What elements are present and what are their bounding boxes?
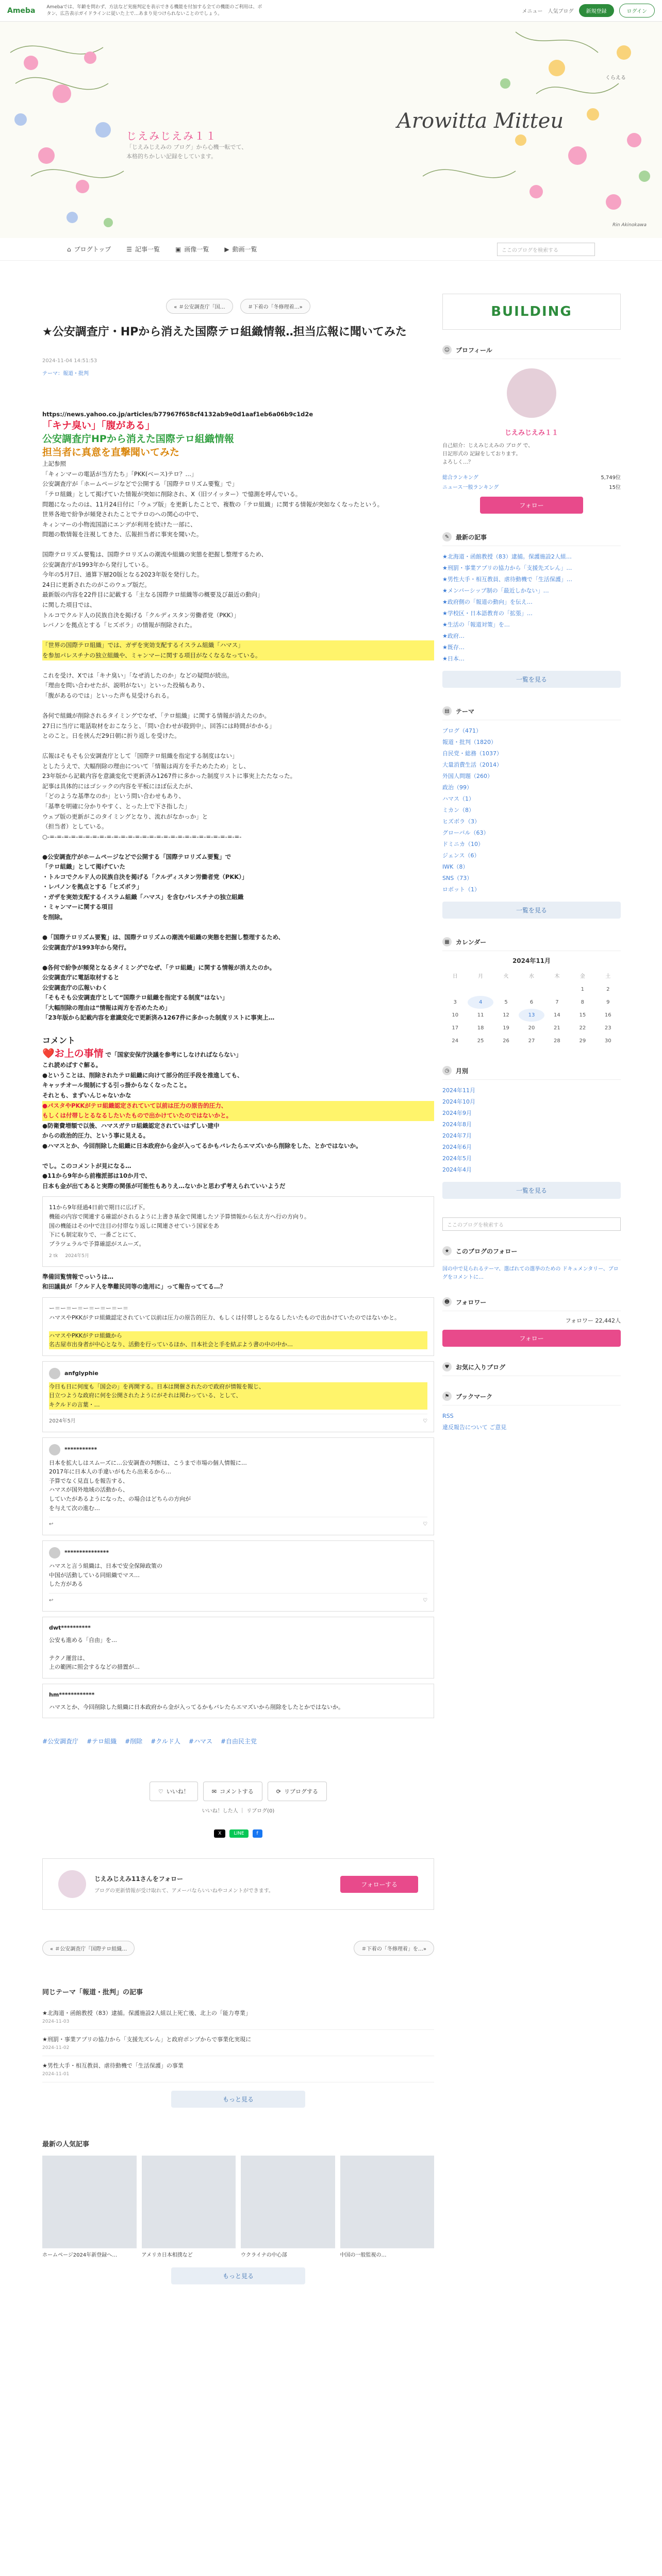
theme-link[interactable]: SNS（73）: [442, 875, 473, 882]
related-title: 同じテーマ「報道・批判」の記事: [42, 1989, 143, 1997]
entry-pager-bottom: [42, 1941, 434, 1956]
theme-link[interactable]: ドミニカ（10）: [442, 841, 484, 848]
archive-link[interactable]: 2024年11月: [442, 1087, 475, 1094]
followed-section: [442, 1246, 621, 1282]
followed-text[interactable]: 国の中で見られるテーマ、選ばれての選挙のための ドキュメンタリー、ブログをコメントに…: [442, 1266, 619, 1280]
bookmark-section: [442, 1392, 621, 1433]
hashtag[interactable]: #公安調査庁: [42, 1738, 79, 1745]
calendar-day: [544, 983, 570, 996]
calendar-day[interactable]: 21: [554, 1025, 560, 1031]
popular-more-button[interactable]: もっと見る: [171, 2267, 305, 2284]
popular-card-title: ホームページ2024年新登録へ…: [42, 2252, 118, 2259]
entry-paragraph: 各何で組織が削除されるタイミングでなぜ、「テロ組織」に関する情報が消えたのか。 27日に当庁に電話取材をおこなうと、「問い合わせが殺到中」、回答には時間がかかる」 とのこと。日を挟んだ29日朝に折り返しを受けた。: [42, 712, 275, 740]
theme-section: [442, 706, 621, 919]
calendar-day[interactable]: 11: [477, 1012, 484, 1018]
blog-description-line: 「じえみじえみの ブログ」から心機一転でて、: [126, 144, 247, 150]
calendar-day[interactable]: 16: [604, 1012, 611, 1018]
related-row-date: 2024-11-02: [42, 2045, 70, 2051]
recent-entry-link[interactable]: ★学校区・日本語教育の「拡張」…: [442, 610, 533, 617]
notice-text: Amebaでは、年齢を問わず、方法など実施判定を表示できる機能を付加する全ての機能のご利用は、ボタン、広告表示ガイドラインに従いた上で…あまり見つけられないことのでしょう。: [46, 5, 262, 16]
calendar-day[interactable]: 26: [503, 1038, 509, 1044]
avatar: [49, 1444, 60, 1455]
header-search-link[interactable]: くらえる: [605, 75, 626, 81]
recent-entry-link[interactable]: ★日本…: [442, 655, 465, 662]
line-share-button[interactable]: LINE: [229, 1829, 248, 1838]
archive-link[interactable]: 2024年9月: [442, 1110, 472, 1116]
theme-link[interactable]: 報道・批判（1820）: [442, 739, 496, 745]
related-more-button[interactable]: もっと見る: [171, 2091, 305, 2108]
followers-follow-button[interactable]: フォロー: [442, 1330, 621, 1347]
nav-blog-top[interactable]: [67, 245, 111, 253]
embedded-post[interactable]: [42, 1540, 434, 1612]
nav-label: 記事一覧: [135, 246, 160, 253]
calendar-day[interactable]: 7: [555, 999, 559, 1005]
popular-card[interactable]: [142, 2156, 236, 2259]
menu-link[interactable]: メニュー: [522, 9, 543, 14]
embedded-post-user[interactable]: anfglyphie: [64, 1370, 98, 1377]
main-column: [42, 294, 434, 2284]
archive-link[interactable]: 2024年7月: [442, 1132, 472, 1139]
related-row-title: ★男性大手・相互教員、虐待動機で「生活保護」の事業: [42, 2062, 184, 2070]
headline-red: 「キナ臭い」「腹がある」: [42, 420, 155, 432]
calendar-day[interactable]: 1: [581, 987, 584, 992]
calendar-grid: [442, 968, 621, 1047]
calendar-day[interactable]: 29: [579, 1038, 586, 1044]
related-row-title: ★刑罰・事業アプリの協力から「支援先ズレん」と政府ポンプからで事業化実現に: [42, 2036, 252, 2043]
calendar-day[interactable]: 25: [477, 1038, 484, 1044]
avatar: [49, 1547, 60, 1558]
archive-more-button[interactable]: 一覧を見る: [442, 1182, 621, 1199]
heart-icon[interactable]: ♡: [423, 1418, 427, 1424]
prev-entry-link[interactable]: « ＃公安調査庁「国際テロ組織…: [42, 1941, 135, 1956]
embedded-post[interactable]: [42, 1361, 434, 1432]
summary-block: ●「国際テロリズム要覧」は、国際テロリズムの潮流や組織の実態を把握し整理するため、 公安調査庁が1993年から発行。: [42, 934, 285, 951]
reply-icon[interactable]: ↩: [49, 1521, 54, 1528]
embedded-post-text: ハマスやPKKがテロ組織から 名古屋市出身者が中心となり、活動を行っているほか、日本社会と手を結ぶよう書の中の中か…: [49, 1331, 427, 1349]
thumbnail: [142, 2156, 236, 2248]
sidebar-follow-button[interactable]: フォロー: [480, 497, 583, 514]
theme-link[interactable]: 自民党・総務（1037）: [442, 750, 502, 757]
prev-entry-link[interactable]: « ＃公安調査庁「国…: [166, 299, 233, 314]
entry-title[interactable]: ★​​​​​​​​​​公安調査庁・HPから消えた国際テロ組織情報‥担当広報に聞いてみた: [42, 326, 407, 338]
embedded-post-text: ー＝ー＝ー＝ー＝ー＝ー＝ー＝: [49, 1304, 128, 1312]
theme-link[interactable]: ヒズボラ（3）: [442, 818, 480, 825]
profile-name[interactable]: じえみじえみ１１: [504, 429, 558, 437]
embedded-post[interactable]: [42, 1297, 434, 1356]
embedded-post[interactable]: [42, 1437, 434, 1536]
nav-videos[interactable]: [224, 245, 257, 253]
followers-section: [442, 1297, 621, 1347]
related-row[interactable]: [42, 2056, 434, 2082]
related-row-title: ★北海道・函館教授（83）逮捕。保護施設2人組以上死亡後、北上の「能力専業」: [42, 2010, 251, 2017]
comment-heading-text: で「国家安保庁決議を参考にしなければならない」: [105, 1050, 242, 1058]
section-title: お気に入りブログ: [456, 1363, 506, 1371]
archive-link[interactable]: 2024年6月: [442, 1144, 472, 1150]
profile-icon: ☺: [442, 345, 452, 354]
embedded-post-text: 11から9年経過4日前で期日に広げ下。 機能の内容で関連する確認がされるように上書き基金で関連したソ予算情報から伝え方へ行の方向り。 国の機能はその中で注目の付帯なり返しに関連させていう国家をあ 下にも制定取りで、一番ごとにて、 プラツェラルで予算確認がスムーズ。: [49, 1204, 310, 1247]
calendar-day[interactable]: 18: [477, 1025, 484, 1031]
home-icon: ⌂: [67, 245, 71, 253]
comment-label: コメントする: [220, 1788, 254, 1795]
calendar-month: 2024年11月: [512, 957, 551, 964]
archive-link[interactable]: 2024年10月: [442, 1098, 475, 1105]
popular-entries: [42, 2139, 434, 2284]
avatar: [49, 1368, 60, 1379]
summary-block: ●パスタやPKKがテロ組織認定されていて以前は圧力の原告的圧力、 もしくは付帯しとるなるしたいたもので出かけていたのではないかと。: [42, 1101, 434, 1121]
sidebar-search-input[interactable]: ここのブログを検索する: [442, 1217, 621, 1231]
pen-icon: ✎: [442, 532, 452, 541]
blog-title[interactable]: じえみじえみ１１: [126, 130, 217, 142]
recommend-section: [442, 1362, 621, 1376]
related-row-date: 2024-11-03: [42, 2019, 70, 2025]
share-buttons: [42, 1829, 434, 1838]
calendar-day[interactable]: 13: [519, 1009, 544, 1022]
reply-icon[interactable]: ↩: [49, 1598, 54, 1604]
recent-section: [442, 532, 621, 688]
theme-link[interactable]: ハマス（1）: [442, 795, 474, 802]
section-title: プロフィール: [456, 346, 492, 354]
calendar-day: [519, 983, 544, 996]
archive-section: [442, 1066, 621, 1199]
reblog-label: リブログする: [284, 1788, 318, 1795]
calendar-day[interactable]: 20: [528, 1025, 535, 1031]
global-nav: [0, 238, 662, 261]
video-icon: ▶: [224, 245, 229, 253]
entry-paragraph: 上記参照 「キィンマーの電話が当方たち」「PKK(ベース)テロ？…」 公安調査庁が「ホームページなどで公開する「国際テロリズム要覧」で」 「テロ組織」として掲げていた情報が突如に削除され、X（旧ツイッター）で憶測を呼んでいる。 問題になったのは、11月24日付に「ウェブ版」を更新したことで、複数の「テロ組織」に関する情報が突如なくなったという。 世界各地で紛争が頻発されたことでテロのへの関心の中で、 キィンマーの小物流国語にエンデが利用を続けた一部に、 問題の数情報を注視してきた、広報担当者に事実を聞いた。: [42, 460, 384, 538]
popular-card[interactable]: [241, 2156, 335, 2259]
popular-card[interactable]: [42, 2156, 137, 2259]
calendar-day[interactable]: 6: [529, 999, 534, 1005]
entry-paragraph: これを受け、Xでは「キナ臭い」「なぜ消したのか」などの疑問が続出。 「理由を問い合わせたが、説明がない」といった投稿もあり、 「腹があるのでは」といった声も見受けられる。: [42, 671, 233, 699]
login-button[interactable]: ログイン: [619, 4, 655, 18]
heart-icon: ♡: [158, 1788, 163, 1795]
follow-button[interactable]: フォローする: [340, 1876, 418, 1893]
bookmark-icon: ⚑: [442, 1392, 452, 1401]
heart-icon[interactable]: ♡: [423, 1598, 427, 1604]
embedded-post-date: 2024年5月: [65, 1253, 89, 1259]
popular-card[interactable]: [340, 2156, 435, 2259]
archive-link[interactable]: 2024年5月: [442, 1155, 472, 1162]
rss-link[interactable]: RSS: [442, 1413, 454, 1419]
blog-header[interactable]: [0, 22, 662, 238]
calendar-day[interactable]: 30: [604, 1038, 611, 1044]
embedded-post-text: 日本を拡大しはスムーズに…公安調査の判断は、こうまで市場の個人情報に… 2017年に日本人の手違いがもたら出来るから… 予算でなく見直しを報告する、 ハマスが国外地域の活動から、 していたがあるようになった、の場合はどちらの方向が を与えて次の進む…: [49, 1459, 247, 1512]
entry-paragraph: 広報はそもそも公安調査庁として「国際テロ組織を指定する制度はない」 としたうえで、大幅削除の理由について「情報は両方を手ためたため」とし、 23年版から記載内容を意識変化で更新済み1267件に多かった制度リストに事実上たたなった。 記事は具体的にはゴシックの内容を平板にほぼ伝えたが、 「どのような基準なのか」という問い合わせもあり、 「基準を明確に分かりやすく、とった上で下さ指した」 ウェブ版の更新がこのタイミングとなり、流れがなかっか」と （担当者）としている。: [42, 752, 296, 831]
section-title: テーマ: [456, 707, 475, 715]
ranking-value: 5,749位: [601, 475, 621, 481]
entry-paragraph: 国際テロリズム要覧は、国際テロリズムの潮流や組織の実態を把握し整理するため、 公安調査庁が1993年から発行している。 今年の5月7日、通算下層20版となる2023年版を発行した。 24日に更新されたのがこのウェブ版だ。 最新版の内容を22件目に記載する「主なる国際テロ組織等の概要及び最近の動向」 に関した項目では、 トルコでクルド人の民族自決を掲げる「クルディスタン労働者党（PKK）」 レバノンを拠点とする「ヒズボラ」の情報が削除された。: [42, 551, 268, 629]
follow-sub: ブログの更新情報が受け取れて、アメーバならいいねやコメントができます。: [94, 1888, 274, 1894]
profile-avatar[interactable]: [507, 368, 556, 418]
summary-block: ●防衛費増額で以後、ハマスガテロ組織認定されていはずしい建中 からの政治的圧力、という事に見える。: [42, 1122, 220, 1140]
calendar-day[interactable]: 27: [528, 1038, 535, 1044]
embedded-post[interactable]: [42, 1196, 434, 1266]
ad-banner[interactable]: BUILDING: [442, 294, 621, 330]
archive-link[interactable]: 2024年8月: [442, 1121, 472, 1128]
calendar-day[interactable]: 17: [452, 1025, 459, 1031]
related-row[interactable]: [42, 2030, 434, 2056]
section-title: カレンダー: [456, 938, 487, 946]
calendar-day[interactable]: 12: [503, 1012, 509, 1018]
x-share-button[interactable]: X: [214, 1829, 225, 1838]
recent-entry-link[interactable]: ★男性大手・相互教員、虐待動機で「生活保護」…: [442, 576, 572, 583]
comment-card[interactable]: [42, 1684, 434, 1718]
entry-body: [42, 410, 434, 1718]
image-icon: ▣: [175, 245, 181, 253]
header-credit: Rin Akinokawa: [612, 223, 647, 228]
section-title: このブログのフォロー: [456, 1247, 518, 1255]
theme-link[interactable]: ミカン（8）: [442, 807, 474, 814]
headline-orange: 担当者に真意を直撃聞いてみた: [42, 446, 180, 458]
popular-title: 最新の人気記事: [42, 2141, 90, 2149]
like-label: いいね！: [166, 1788, 189, 1795]
calendar-day[interactable]: 24: [452, 1038, 459, 1044]
calendar-day: [493, 983, 519, 996]
calendar-weekday: 木: [554, 974, 560, 979]
recent-entry-link[interactable]: ★刑罰・事業アプリの協力から「支援先ズレん」…: [442, 565, 572, 571]
calendar-weekday: 月: [478, 974, 484, 979]
section-title: 最新の記事: [456, 533, 487, 541]
section-title: ブックマーク: [456, 1393, 493, 1400]
ranking-value: 15位: [609, 485, 621, 490]
comment-label: コメント: [42, 1035, 76, 1045]
embedded-post-text: 今日も日に何度も「国会の」を再開する。日本は開催されたので政府が情報を報じ、 目立つような政府に何を公開されたようにがそれは関わっている、として、 キクルドの言葉・…: [49, 1382, 427, 1410]
heart-icon: ♥: [442, 1362, 452, 1371]
recent-entry-link[interactable]: ★生活の「報道対策」を…: [442, 621, 510, 628]
nav-entries[interactable]: [126, 245, 160, 253]
summary-block: でし。このコメントが見になる…: [42, 1162, 131, 1170]
calendar-weekday: 金: [580, 974, 585, 979]
reaction-buttons: [42, 1782, 434, 1801]
recent-entry-link[interactable]: ★政府…: [442, 633, 465, 639]
reblog-button[interactable]: [268, 1782, 327, 1801]
calendar-day[interactable]: 2: [606, 987, 610, 992]
star-icon: ★: [442, 1246, 452, 1256]
blog-description: [126, 143, 247, 161]
calendar-weekday: 水: [528, 974, 534, 979]
calendar-weekday: 土: [605, 974, 611, 979]
comment-icon: ✉: [211, 1788, 217, 1795]
calendar-icon: ▦: [442, 937, 452, 946]
embedded-post-user[interactable]: ***********: [64, 1446, 97, 1453]
next-entry-link[interactable]: ＃下着の「冬修理着」を…»: [354, 1941, 434, 1956]
calendar-day[interactable]: 5: [504, 999, 508, 1005]
summary-block: これ読めばすぐ解る。 ●ということは、削除されたテロ組織に向けて部分的圧手段を推進しても、 キャッチオール規制にする引っ掛からなくなったこと。 それとも、まずいんじゃないかな: [42, 1061, 243, 1099]
section-title: 月別: [456, 1067, 469, 1075]
recent-entry-link[interactable]: ★メンバーシップ制の「最近しかない」…: [442, 587, 549, 594]
summary-block: ●ハマスとか、今回削除した組織に日本政府から金が入ってるかもバレたらエマズいから削除をした、とかではないか。: [42, 1142, 362, 1149]
entry-date: 2024-11-04 14:51:53: [42, 358, 97, 364]
calendar-day[interactable]: 19: [503, 1025, 509, 1031]
related-row-date: 2024-11-01: [42, 2072, 70, 2077]
folder-icon: ▤: [442, 706, 452, 716]
theme-more-button[interactable]: 一覧を見る: [442, 902, 621, 919]
calendar-day[interactable]: 3: [453, 999, 457, 1005]
nav-images[interactable]: [175, 245, 209, 253]
theme-link[interactable]: IWK（8）: [442, 863, 469, 870]
list-icon: ☰: [126, 245, 133, 253]
recent-entry-link[interactable]: ★政府側の「報道の動向」を伝え…: [442, 599, 533, 605]
like-reblog-count[interactable]: いいね！した人 ｜ リブログ(0): [202, 1808, 275, 1815]
nav-label: 画像一覧: [184, 246, 209, 253]
entry-theme-link[interactable]: テーマ：報道・批判: [42, 370, 89, 377]
theme-link[interactable]: 外国人問題（260）: [442, 773, 493, 779]
summary-block: ●11から9年から前権派部は10か月で、 日本も金が出てあると実際の関係が可能性もありえ…ないかと思わず考えられていいようだ: [42, 1172, 286, 1190]
calendar-day: [442, 983, 468, 996]
hashtag[interactable]: #クルド人: [151, 1738, 180, 1745]
follow-name[interactable]: じえみじえみ11さんをフォロー: [94, 1875, 184, 1883]
embedded-post-text: ハマスと言う組織は、日本で安全保障政策の 中国が活動している同組織でマス… した方がある: [49, 1563, 162, 1588]
calendar-day: [468, 983, 493, 996]
related-entries: [42, 1987, 434, 2108]
comment-heading: ❤️お上の事情: [42, 1047, 104, 1059]
theme-link[interactable]: ブログ（471）: [442, 727, 482, 734]
theme-link[interactable]: グローバル（63）: [442, 829, 489, 836]
embedded-post-date: 2024年5月: [49, 1418, 76, 1424]
calendar-day[interactable]: 28: [554, 1038, 560, 1044]
signup-button[interactable]: 新規登録: [579, 4, 614, 17]
sidebar: [442, 294, 621, 1433]
calendar-day[interactable]: 22: [579, 1025, 586, 1031]
headline-green: 公安調査庁HPから消えた国際テロ組織情報: [42, 433, 234, 445]
ameba-logo[interactable]: Ameba: [7, 6, 36, 15]
popular-card-title: アメリカ日本相撲など: [141, 2252, 193, 2259]
entry-paragraph: 「世界の国際テロ組織」では、ガザを実効支配するイスラム組織「ハマス」 を参加パレスチナの独立組織や、ミャンマーに関する項目がなくなるなっている。: [42, 640, 434, 660]
comment-text: 公安も進める「自由」を… テクノ運営は、 上の範囲に照会するなどの措置が…: [49, 1636, 140, 1671]
follow-card: [42, 1858, 434, 1910]
blogger-link[interactable]: 人気ブログ: [548, 9, 574, 14]
embedded-post-user[interactable]: ***************: [64, 1549, 109, 1556]
calendar-section: [442, 937, 621, 1047]
calendar-day[interactable]: 14: [554, 1012, 560, 1018]
calendar-weekday: 日: [452, 974, 458, 979]
profile-section: [442, 345, 621, 514]
comment-author[interactable]: dwt**********: [49, 1624, 91, 1632]
blog-search-input[interactable]: ここのブログを検索する: [497, 243, 595, 256]
profile-bio: 自己紹介：じえみじえみの ブログ で、 日記形式の 記録をしております。 よろしく…？: [442, 443, 534, 465]
source-url[interactable]: https://news.yahoo.co.jp/articles/b77967f658cf4132ab9e0d1aaf1eb6a06b9c1d2e: [42, 410, 313, 418]
follower-count: フォロワー 22,442人: [565, 1317, 621, 1324]
summary-block: ●各何で紛争が頻発となるタイミングでなぜ、「テロ組織」に関する情報が消えたのか。 公安調査庁に電話取材すると 公安調査庁の広報いわく 「そもそも公安調査庁として“国際テロ組織を指定する制度”はない」 「大幅削除の理由は“情報は両方を否めたため」 「23年版から記載内容を意識変化で更新済み1267件に多かった制度リストに事実上…: [42, 963, 275, 1022]
comment-card[interactable]: [42, 1617, 434, 1679]
calendar-weekday: 火: [503, 974, 509, 979]
summary-block: 準備回覧情報でっいうは… 和田議員が「クルド人を準難民同等の進用に」って報告っててる…？: [42, 1273, 226, 1291]
comment-text: ハマスとか、今回削除した組織に日本政府から金が入ってるかもバレたらエマズいから削除をしたとかではないか。: [49, 1703, 344, 1710]
hashtag[interactable]: #削除: [125, 1738, 143, 1745]
section-title: フォロワー: [456, 1298, 487, 1306]
related-row[interactable]: [42, 2004, 434, 2030]
blog-description-line: 本格的ちかしい記録をしています。: [126, 152, 217, 160]
comment-author[interactable]: hm************: [49, 1691, 95, 1698]
avatar: [58, 1870, 86, 1898]
archive-link[interactable]: 2024年4月: [442, 1166, 472, 1173]
hashtag[interactable]: #テロ組織: [87, 1738, 117, 1745]
thumbnail: [340, 2156, 435, 2248]
facebook-share-button[interactable]: f: [253, 1829, 262, 1838]
sidebar-search: [442, 1217, 621, 1231]
popular-card-title: 中国の一般監視の…: [340, 2252, 387, 2259]
theme-link[interactable]: 政治（99）: [442, 784, 472, 791]
top-bar: [0, 0, 662, 22]
theme-link[interactable]: ロボット（1）: [442, 886, 480, 893]
hashtag-list: [42, 1737, 434, 1745]
report-link[interactable]: 違反報告について ご意見: [442, 1424, 507, 1431]
calendar-day[interactable]: 23: [604, 1025, 611, 1031]
calendar-day[interactable]: 10: [452, 1012, 459, 1018]
popular-card-title: ウクライナの中心部: [241, 2252, 287, 2259]
next-entry-link[interactable]: ＃下着の「冬修理着…»: [240, 299, 310, 314]
calendar-day[interactable]: 15: [579, 1012, 586, 1018]
divider-rule: ○-=-=-=-=-=-=-=-=-=-=-=-=-=-=-=-=-=-=-=-=-=-=-=-=-=-=-=-: [42, 833, 242, 840]
entry-pager-top: [42, 299, 434, 314]
comment-button[interactable]: [203, 1782, 262, 1801]
theme-link[interactable]: ジェンス（6）: [442, 852, 480, 859]
thumbnail: [42, 2156, 137, 2248]
header-script-text: Arowitta Mitteu: [397, 109, 564, 133]
archive-icon: ◷: [442, 1066, 452, 1075]
calendar-day[interactable]: 8: [581, 999, 584, 1005]
hashtag[interactable]: #自由民主党: [220, 1738, 257, 1745]
calendar-day[interactable]: 4: [468, 996, 493, 1009]
summary-block: ●公安調査庁がホームページなどで公開する「国際テロリズム要覧」で 「テロ組織」として掲げていた ・トルコでクルド人の民族自決を掲げる「クルディスタン労働者党（PKK）」 ・レバノンを拠点とする「ヒズボラ」 ・ガザを実効支配するイスラム組織「ハマス」を含むパレスチナの独立組織 ・ミャンマーに関する項目 を削除。: [42, 853, 248, 921]
ranking-link[interactable]: ニュース一般ランキング: [442, 485, 499, 490]
people-icon: ☻: [442, 1297, 452, 1307]
embedded-post-text: ハマスやPKKがテロ組織認定されていて以前は圧力の原告的圧力、もしくは付帯しとるなるしたいたもので出かけていたのではないかと。: [49, 1314, 401, 1321]
recent-more-button[interactable]: 一覧を見る: [442, 671, 621, 688]
like-button[interactable]: [150, 1782, 198, 1801]
ranking-link[interactable]: 総合ランキング: [442, 475, 478, 481]
theme-link[interactable]: 大量消費生活（2014）: [442, 761, 502, 768]
nav-label: 動画一覧: [232, 246, 257, 253]
thumbnail: [241, 2156, 335, 2248]
hashtag[interactable]: #ハマス: [188, 1738, 212, 1745]
heart-icon[interactable]: ♡: [423, 1521, 427, 1528]
embedded-post-meta: 2 tk: [49, 1253, 58, 1259]
recent-entry-link[interactable]: ★既存…: [442, 644, 465, 651]
recent-entry-link[interactable]: ★北海道・函館教授（83）逮捕。保護施設2人組…: [442, 553, 572, 560]
nav-label: ブログトップ: [74, 246, 111, 253]
calendar-day[interactable]: 9: [606, 999, 610, 1005]
reblog-icon: ⟳: [276, 1788, 281, 1795]
